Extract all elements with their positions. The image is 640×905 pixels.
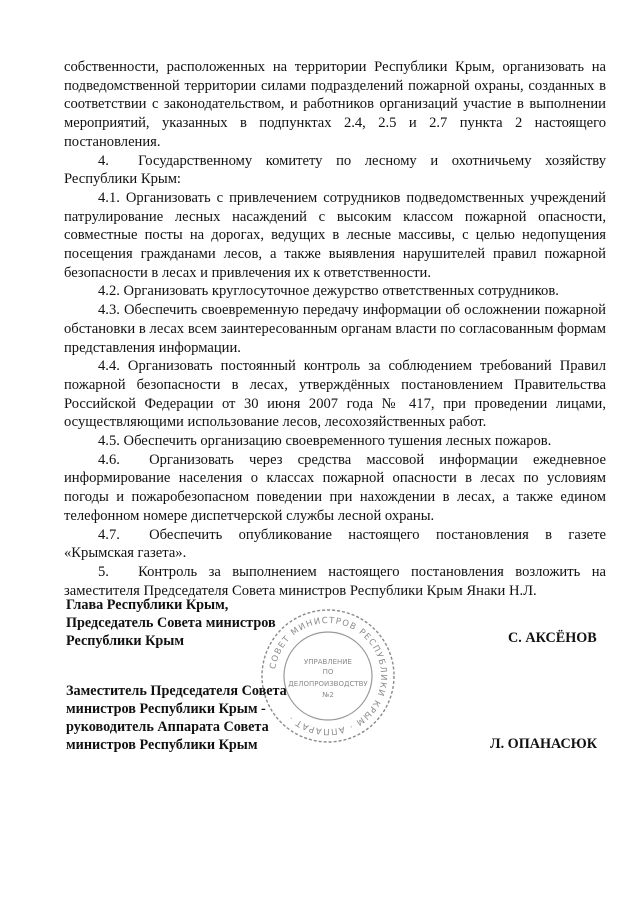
paragraph-5: 5. Контроль за выполнением настоящего постановления возложить на заместителя Председателя Совета министров Республики Крым Янаки Н.Л.	[64, 563, 606, 599]
signature-title-line: Председатель Совета министров	[66, 615, 276, 631]
signature-title-line: Заместитель Председателя Совета	[66, 683, 287, 699]
paragraph-4: 4. Государственному комитету по лесному и охотничьему хозяйству Республики Крым:	[64, 152, 606, 188]
signatory-name-deputy: Л. ОПАНАСЮК	[490, 736, 598, 752]
paragraph-4-4: 4.4. Организовать постоянный контроль за соблюдением требований Правил пожарной безопасности в лесах, утверждённых постановлением Правительства Российской Федерации от 30 июня 2007 года № 417, при проведении лицами, осуществляющими использование лесов, лесохозяйственных работ.	[64, 358, 606, 431]
signature-title-line: Республики Крым	[66, 633, 185, 649]
stamp-center-line: ДЕЛОПРОИЗВОДСТВУ	[288, 680, 368, 688]
stamp-center-line: УПРАВЛЕНИЕ	[304, 658, 352, 666]
stamp-center-line: ПО	[322, 668, 334, 676]
stamp-ring-text: СОВЕТ МИНИСТРОВ РЕСПУБЛИКИ КРЫМ · АППАРАТ ·	[268, 615, 389, 737]
paragraph-4-3: 4.3. Обеспечить своевременную передачу информации об осложнении пожарной обстановки в лесах всем заинтересованным органам власти по согласованным формам представления информации.	[64, 302, 606, 356]
signatory-name-head: С. АКСЁНОВ	[508, 630, 597, 646]
paragraph-4-2: 4.2. Организовать круглосуточное дежурство ответственных сотрудников.	[98, 283, 559, 300]
signature-title-line: Глава Республики Крым,	[66, 597, 229, 613]
signature-title-deputy	[66, 682, 287, 754]
paragraph-4-5: 4.5. Обеспечить организацию своевременного тушения лесных пожаров.	[98, 433, 552, 450]
document-body	[64, 58, 606, 600]
paragraph-4-6: 4.6. Организовать через средства массовой информации ежедневное информирование населения о классах пожарной опасности в лесах по условиям погоды и пожаробезопасном поведении при нахождении в лесах, а также едином телефонном номере диспетчерской службы лесной охраны.	[64, 451, 606, 524]
paragraph-4-7: 4.7. Обеспечить опубликование настоящего постановления в газете «Крымская газета».	[64, 526, 606, 562]
paragraph-4-1: 4.1. Организовать с привлечением сотрудников подведомственных учреждений патрулирование лесных насаждений с высоким классом пожарной опасности, совместные посты на дорогах, ведущих в лесные массивы, с целью недопущения посещения гражданами лесов, а также выявления нарушителей правил пожарной безопасности в лесах и привлечения их к ответственности.	[64, 189, 606, 281]
signature-title-line: министров Республики Крым -	[66, 701, 266, 717]
signature-title-line: руководитель Аппарата Совета	[66, 719, 269, 735]
paragraph-continuation: собственности, расположенных на территории Республики Крым, организовать на подведомственной территории силами подразделений пожарной охраны, созданных в соответствии с законодательством, и работников организаций участие в выполнении мероприятий, указанных в подпунктах 2.4, 2.5 и 2.7 пункта 2 настоящего постановления.	[64, 59, 606, 150]
signature-title-line: министров Республики Крым	[66, 737, 258, 753]
stamp-center-line: №2	[322, 691, 334, 699]
signature-title-head	[66, 596, 276, 650]
